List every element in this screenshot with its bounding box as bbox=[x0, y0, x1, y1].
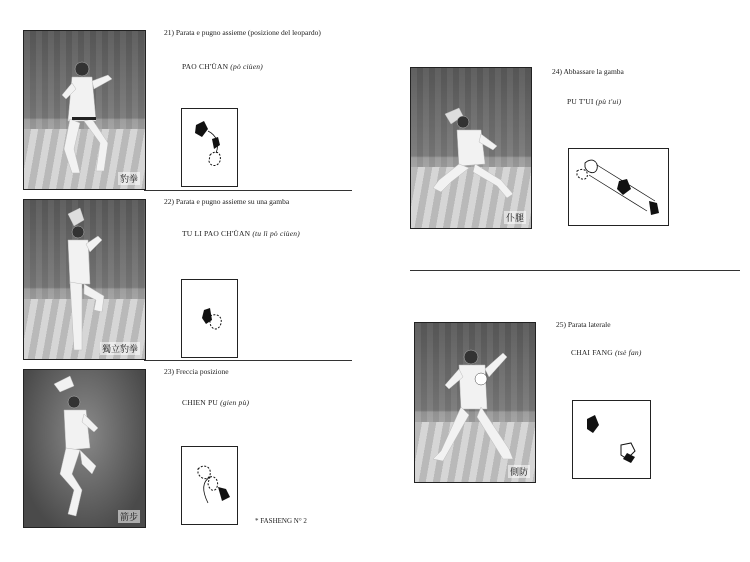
martial-artist-figure bbox=[24, 370, 145, 527]
entry-title: 23) Freccia posizione bbox=[164, 367, 229, 376]
pronunciation-text: (gien pù) bbox=[220, 398, 250, 407]
photo-one-leg-stance bbox=[23, 199, 146, 360]
footprint-solid bbox=[623, 453, 635, 463]
section-divider bbox=[410, 270, 740, 271]
page-footer: * FASHENG N° 2 bbox=[255, 517, 307, 525]
romanization-text: TU LI PAO CH'ÜAN bbox=[182, 229, 251, 238]
footprint-dashed bbox=[209, 152, 220, 165]
entry-romanization bbox=[567, 97, 621, 106]
footwork-diagram bbox=[181, 108, 238, 187]
entry-romanization bbox=[182, 62, 263, 71]
romanization-text: CHAI FANG bbox=[571, 348, 613, 357]
entry-romanization bbox=[571, 348, 642, 357]
photo-caption-seal: 箭步 bbox=[118, 510, 140, 523]
footprint-dashed bbox=[198, 466, 210, 479]
romanization-text: CHIEN PU bbox=[182, 398, 218, 407]
photo-caption-seal: 仆腿 bbox=[504, 211, 526, 224]
photo-lower-leg-stance bbox=[410, 67, 532, 229]
footwork-diagram bbox=[572, 400, 651, 479]
pronunciation-text: (tu lì pò ciùen) bbox=[252, 229, 300, 238]
footwork-diagram bbox=[181, 279, 238, 358]
martial-artist-figure bbox=[415, 323, 535, 482]
footprint-outline bbox=[585, 160, 597, 173]
martial-artist-figure bbox=[24, 31, 145, 189]
pronunciation-text: (tsè fan) bbox=[614, 348, 642, 357]
martial-artist-figure bbox=[24, 200, 145, 359]
footprint-dashed bbox=[210, 315, 221, 329]
photo-caption-seal: 側防 bbox=[508, 465, 530, 478]
footprint-dashed bbox=[577, 169, 587, 179]
entry-title: 22) Parata e pugno assieme su una gamba bbox=[164, 197, 290, 206]
pronunciation-text: (pù t'ui) bbox=[595, 97, 622, 106]
section-divider bbox=[144, 190, 352, 191]
entry-title: 25) Parata laterale bbox=[556, 320, 611, 329]
martial-artist-figure bbox=[411, 68, 531, 228]
photo-lateral-parry bbox=[414, 322, 536, 483]
entry-title: 24) Abbassare la gamba bbox=[552, 67, 624, 76]
footwork-diagram bbox=[568, 148, 669, 226]
entry-romanization bbox=[182, 398, 249, 407]
photo-arrow-stance bbox=[23, 369, 146, 528]
romanization-text: PAO CH'ÜAN bbox=[182, 62, 229, 71]
footprint-solid bbox=[195, 121, 208, 137]
footprint-solid bbox=[587, 415, 599, 433]
entry-title: 21) Parata e pugno assieme (posizione del leopardo) bbox=[164, 28, 321, 37]
footprint-dashed bbox=[208, 477, 218, 491]
romanization-text: PU T'UI bbox=[567, 97, 594, 106]
entry-romanization bbox=[182, 229, 300, 238]
footprint-solid bbox=[649, 201, 659, 215]
photo-caption-seal: 獨立豹拳 bbox=[100, 342, 140, 355]
footwork-diagram bbox=[181, 446, 238, 525]
photo-leopard-stance bbox=[23, 30, 146, 190]
section-divider bbox=[144, 360, 352, 361]
photo-caption-seal: 豹拳 bbox=[118, 172, 140, 185]
pronunciation-text: (pò ciùen) bbox=[230, 62, 263, 71]
footprint-solid bbox=[218, 487, 230, 501]
